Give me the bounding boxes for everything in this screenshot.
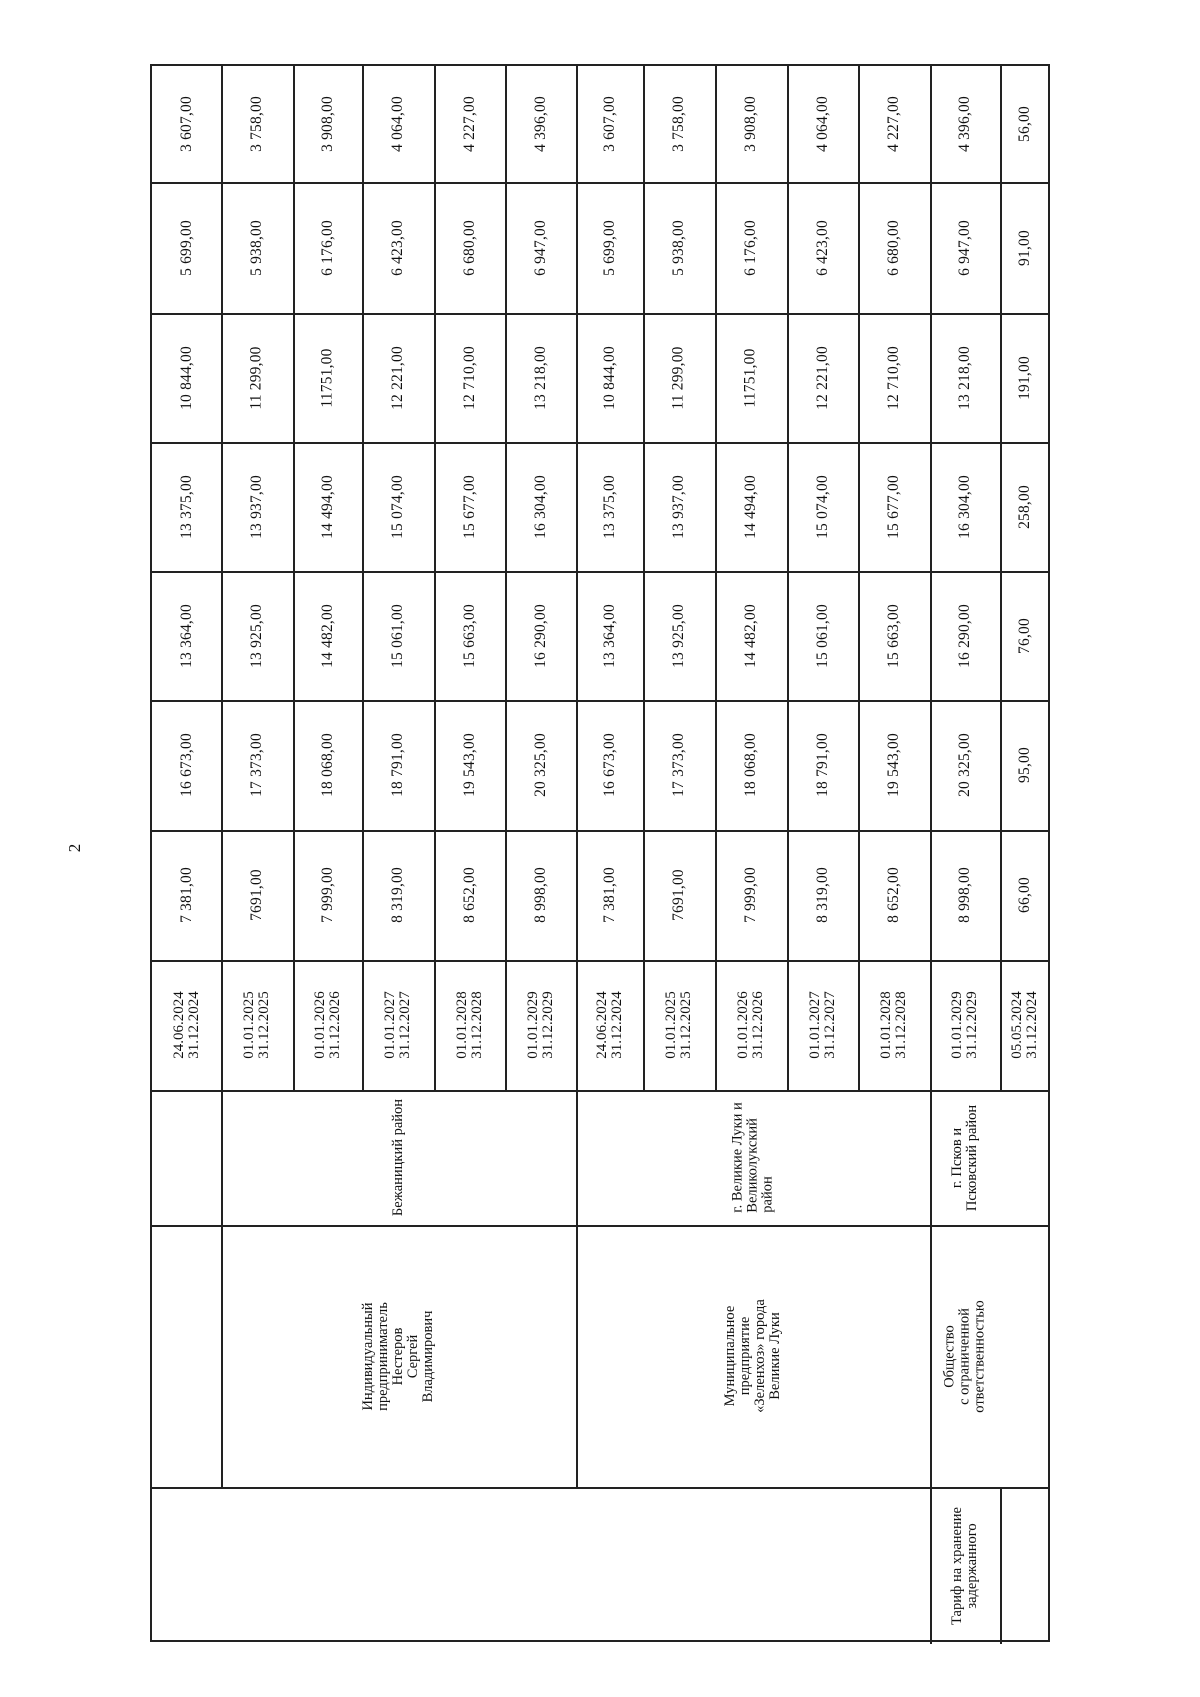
tariff-value-cell — [576, 66, 643, 182]
tariff-value-cell-text: 6 423,00 — [813, 219, 831, 276]
tariff-value-cell-text: 17 373,00 — [670, 733, 687, 797]
organization-cell-text: Индивидуальный предприниматель Нестеров Сергей Владимирович — [360, 1301, 436, 1411]
tariff-value-cell-text: 14 494,00 — [742, 474, 759, 539]
tariff-value-cell-text: 8 652,00 — [884, 867, 902, 923]
tariff-value-cell — [787, 442, 858, 571]
tariff-value-cell-text: 7 381,00 — [177, 867, 195, 923]
tariff-value-cell — [643, 66, 715, 182]
tariff-value-cell — [362, 571, 434, 700]
period-cell-text: 01.01.2026 31.12.2026 — [311, 991, 343, 1059]
tariff-value-cell-text: 13 364,00 — [177, 603, 195, 668]
tariff-value-cell-text: 12 221,00 — [389, 345, 406, 410]
tariff-value-cell-text: 7 381,00 — [600, 867, 618, 923]
tariff-value-cell-text: 20 325,00 — [956, 733, 973, 797]
tariff-value-cell — [293, 700, 362, 830]
tariff-value-cell-text: 7 999,00 — [318, 867, 336, 923]
tariff-value-cell-text: 15 061,00 — [389, 603, 406, 668]
tariff-value-cell — [643, 442, 715, 571]
tariff-value-cell — [505, 830, 576, 960]
tariff-value-cell — [221, 442, 293, 571]
tariff-value-cell — [152, 571, 221, 700]
tariff-value-cell — [858, 66, 930, 182]
tariff-value-cell — [576, 313, 643, 442]
tariff-value-cell — [362, 442, 434, 571]
tariff-value-cell — [152, 313, 221, 442]
tariff-value-cell-text: 19 543,00 — [885, 733, 902, 797]
tariff-value-cell-text: 15 061,00 — [813, 603, 831, 668]
tariff-value-cell — [1000, 313, 1050, 442]
tariff-value-cell-text: 5 938,00 — [247, 219, 265, 276]
tariff-value-cell — [715, 571, 787, 700]
period-cell — [930, 960, 1000, 1090]
tariff-value-cell-text: 16 290,00 — [956, 603, 973, 668]
tariff-value-cell-text: 3 758,00 — [247, 96, 265, 152]
tariff-value-cell-text: 14 494,00 — [318, 474, 336, 539]
tariff-value-cell — [505, 700, 576, 830]
tariff-value-cell-text: 76,00 — [1016, 617, 1033, 654]
tariff-value-cell-text: 13 937,00 — [670, 474, 687, 539]
tariff-value-cell-text: 15 074,00 — [813, 474, 831, 539]
tariff-value-cell-text: 13 218,00 — [956, 345, 973, 410]
tariff-value-cell — [787, 700, 858, 830]
tariff-value-cell — [787, 313, 858, 442]
period-cell — [576, 960, 643, 1090]
period-cell — [643, 960, 715, 1090]
tariff-value-cell — [152, 700, 221, 830]
tariff-value-cell-text: 13 925,00 — [670, 603, 687, 668]
page-number: 2 — [65, 843, 84, 853]
tariff-value-cell-text: 66,00 — [1016, 877, 1033, 913]
period-cell — [434, 960, 505, 1090]
tariff-value-cell-text: 15 677,00 — [460, 474, 478, 539]
tariff-value-cell-text: 4 227,00 — [884, 96, 902, 152]
tariff-value-cell — [221, 66, 293, 182]
tariff-value-cell — [715, 700, 787, 830]
tariff-value-cell-text: 8 319,00 — [813, 867, 831, 923]
tariff-value-cell — [787, 66, 858, 182]
tariff-value-cell — [221, 830, 293, 960]
tariff-value-cell-text: 18 791,00 — [389, 733, 406, 797]
tariff-value-cell-text: 7691,00 — [248, 869, 265, 921]
tariff-value-cell-text: 18 791,00 — [813, 733, 831, 797]
tariff-label-cell — [930, 1487, 1000, 1644]
tariff-value-cell-text: 6 947,00 — [531, 219, 549, 276]
period-cell-text: 24.06.2024 31.12.2024 — [593, 991, 625, 1059]
tariff-value-cell-text: 15 074,00 — [389, 474, 406, 539]
tariff-value-cell — [434, 571, 505, 700]
tariff-value-cell — [643, 571, 715, 700]
tariff-value-cell-text: 12 710,00 — [885, 345, 902, 410]
tariff-value-cell-text: 7691,00 — [670, 869, 687, 921]
period-cell-text: 01.01.2029 31.12.2029 — [949, 991, 980, 1059]
tariff-value-cell-text: 14 482,00 — [742, 603, 759, 668]
tariff-value-cell — [505, 182, 576, 313]
tariff-value-cell-text: 11 299,00 — [669, 345, 687, 410]
tariff-value-cell — [930, 182, 1000, 313]
district-cell-text: г. Великие Луки и Великолукский район — [729, 1102, 776, 1213]
tariff-value-cell-text: 10 844,00 — [177, 345, 195, 410]
tariff-value-cell — [221, 313, 293, 442]
tariff-value-cell — [576, 830, 643, 960]
tariff-value-cell — [715, 830, 787, 960]
tariff-value-cell-text: 16 673,00 — [177, 733, 195, 797]
tariff-value-cell-text: 13 364,00 — [600, 603, 618, 668]
period-cell — [715, 960, 787, 1090]
period-cell-text: 01.01.2025 31.12.2025 — [241, 991, 272, 1059]
tariff-value-cell — [858, 830, 930, 960]
tariff-value-cell — [930, 830, 1000, 960]
tariff-value-cell — [362, 182, 434, 313]
tariff-value-cell — [1000, 66, 1050, 182]
organization-cell — [576, 1225, 930, 1487]
tariff-value-cell — [293, 313, 362, 442]
column-divider — [152, 1487, 1050, 1489]
tariff-value-cell-text: 6 176,00 — [318, 219, 336, 276]
tariff-value-cell — [505, 571, 576, 700]
tariff-value-cell-text: 8 998,00 — [531, 867, 549, 923]
organization-cell-text: Муниципальное предприятие «Зеленхоз» города Великие Луки — [721, 1299, 783, 1413]
tariff-table — [150, 64, 1050, 1642]
period-cell-text: 01.01.2026 31.12.2026 — [735, 991, 766, 1059]
tariff-value-cell-text: 6 680,00 — [884, 219, 902, 276]
tariff-value-cell — [787, 571, 858, 700]
period-cell — [858, 960, 930, 1090]
tariff-value-cell-text: 14 482,00 — [318, 603, 336, 668]
tariff-value-cell-text: 13 937,00 — [248, 474, 265, 539]
tariff-value-cell — [293, 182, 362, 313]
tariff-value-cell — [787, 830, 858, 960]
tariff-value-cell-text: 20 325,00 — [531, 733, 549, 797]
tariff-value-cell-text: 16 673,00 — [600, 733, 618, 797]
tariff-value-cell — [362, 313, 434, 442]
tariff-value-cell — [505, 66, 576, 182]
tariff-value-cell-text: 12 710,00 — [460, 345, 478, 410]
period-cell — [1000, 960, 1050, 1090]
tariff-value-cell — [1000, 700, 1050, 830]
period-cell-text: 05.05.2024 31.12.2024 — [1009, 991, 1040, 1059]
tariff-value-cell — [930, 442, 1000, 571]
tariff-value-cell — [152, 66, 221, 182]
district-cell — [930, 1090, 1000, 1225]
tariff-value-cell — [434, 442, 505, 571]
tariff-value-cell-text: 4 396,00 — [955, 96, 973, 152]
tariff-value-cell-text: 191,00 — [1015, 355, 1033, 400]
tariff-value-cell — [576, 442, 643, 571]
tariff-value-cell-text: 6 680,00 — [460, 219, 478, 276]
tariff-value-cell — [293, 442, 362, 571]
tariff-value-cell-text: 4 064,00 — [388, 96, 406, 152]
tariff-value-cell-text: 6 423,00 — [388, 219, 406, 276]
tariff-value-cell — [643, 830, 715, 960]
tariff-value-cell-text: 17 373,00 — [248, 733, 265, 797]
tariff-value-cell — [434, 313, 505, 442]
tariff-value-cell-text: 11751,00 — [742, 347, 759, 408]
tariff-value-cell — [434, 700, 505, 830]
tariff-value-cell — [293, 66, 362, 182]
period-cell — [362, 960, 434, 1090]
tariff-value-cell — [221, 571, 293, 700]
district-cell-text: Бежаницкий район — [389, 1098, 406, 1217]
tariff-value-cell — [787, 182, 858, 313]
tariff-value-cell — [1000, 830, 1050, 960]
tariff-value-cell — [1000, 442, 1050, 571]
tariff-value-cell — [293, 830, 362, 960]
tariff-value-cell-text: 258,00 — [1015, 484, 1033, 529]
tariff-value-cell — [434, 66, 505, 182]
tariff-value-cell — [930, 700, 1000, 830]
tariff-value-cell — [930, 313, 1000, 442]
tariff-value-cell — [858, 571, 930, 700]
tariff-value-cell — [715, 66, 787, 182]
organization-cell — [221, 1225, 576, 1487]
period-cell-text: 01.01.2027 31.12.2027 — [806, 991, 838, 1059]
tariff-value-cell — [362, 700, 434, 830]
tariff-value-cell — [930, 571, 1000, 700]
tariff-value-cell-text: 4 227,00 — [460, 96, 478, 152]
period-cell — [787, 960, 858, 1090]
tariff-value-cell — [576, 571, 643, 700]
tariff-value-cell-text: 4 396,00 — [531, 96, 549, 152]
tariff-value-cell-text: 3 908,00 — [318, 96, 336, 152]
tariff-value-cell-text: 11751,00 — [318, 347, 336, 408]
tariff-value-cell-text: 13 375,00 — [600, 474, 618, 539]
tariff-value-cell-text: 3 607,00 — [177, 96, 195, 152]
tariff-value-cell — [715, 182, 787, 313]
tariff-value-cell — [576, 700, 643, 830]
organization-cell-text: Общество с ограниченной ответственностью — [941, 1299, 988, 1413]
tariff-value-cell — [858, 313, 930, 442]
tariff-value-cell-text: 8 652,00 — [460, 867, 478, 923]
tariff-value-cell-text: 13 218,00 — [531, 345, 549, 410]
tariff-value-cell — [221, 700, 293, 830]
tariff-value-cell-text: 16 304,00 — [956, 474, 973, 539]
tariff-value-cell-text: 15 677,00 — [885, 474, 902, 539]
tariff-value-cell-text: 15 663,00 — [460, 603, 478, 668]
tariff-value-cell — [293, 571, 362, 700]
tariff-value-cell-text: 13 375,00 — [177, 474, 195, 539]
tariff-value-cell-text: 19 543,00 — [460, 733, 478, 797]
tariff-value-cell-text: 6 947,00 — [955, 219, 973, 276]
tariff-value-cell — [152, 442, 221, 571]
tariff-value-cell — [715, 442, 787, 571]
tariff-label-cell-text: Тариф на хранение задержанного — [949, 1506, 980, 1625]
tariff-value-cell-text: 16 304,00 — [531, 474, 549, 539]
period-cell-text: 01.01.2028 31.12.2028 — [453, 991, 485, 1059]
tariff-value-cell — [643, 182, 715, 313]
period-cell — [293, 960, 362, 1090]
tariff-value-cell-text: 95,00 — [1016, 747, 1033, 783]
tariff-value-cell-text: 6 176,00 — [741, 219, 759, 276]
tariff-value-cell — [715, 313, 787, 442]
tariff-value-cell — [858, 182, 930, 313]
period-cell-text: 01.01.2028 31.12.2028 — [878, 991, 909, 1059]
tariff-value-cell-text: 5 938,00 — [669, 219, 687, 276]
tariff-value-cell-text: 56,00 — [1016, 106, 1033, 142]
tariff-value-cell — [362, 830, 434, 960]
period-cell-text: 24.06.2024 31.12.2024 — [170, 991, 202, 1059]
period-cell — [152, 960, 221, 1090]
tariff-value-cell — [576, 182, 643, 313]
tariff-value-cell-text: 5 699,00 — [600, 219, 618, 276]
district-cell-text: г. Псков и Псковский район — [949, 1104, 980, 1211]
group-divider — [1000, 1487, 1002, 1644]
tariff-value-cell — [434, 830, 505, 960]
period-cell-text: 01.01.2027 31.12.2027 — [382, 991, 413, 1059]
tariff-value-cell-text: 13 925,00 — [248, 603, 265, 668]
tariff-value-cell — [643, 700, 715, 830]
tariff-value-cell — [930, 66, 1000, 182]
tariff-value-cell-text: 91,00 — [1016, 229, 1033, 266]
tariff-value-cell-text: 18 068,00 — [318, 733, 336, 797]
tariff-value-cell — [1000, 571, 1050, 700]
tariff-value-cell — [643, 313, 715, 442]
tariff-value-cell — [505, 442, 576, 571]
tariff-value-cell — [434, 182, 505, 313]
tariff-value-cell-text: 4 064,00 — [813, 96, 831, 152]
tariff-value-cell — [1000, 182, 1050, 313]
district-cell — [221, 1090, 576, 1225]
tariff-value-cell — [152, 182, 221, 313]
district-cell — [576, 1090, 930, 1225]
tariff-value-cell-text: 8 998,00 — [955, 867, 973, 923]
period-cell-text: 01.01.2029 31.12.2029 — [524, 991, 556, 1059]
tariff-value-cell-text: 10 844,00 — [600, 345, 618, 410]
tariff-value-cell-text: 18 068,00 — [742, 733, 759, 797]
tariff-value-cell — [152, 830, 221, 960]
tariff-value-cell-text: 3 758,00 — [669, 96, 687, 152]
tariff-value-cell — [362, 66, 434, 182]
period-cell — [221, 960, 293, 1090]
tariff-value-cell-text: 16 290,00 — [531, 603, 549, 668]
tariff-value-cell — [221, 182, 293, 313]
period-cell-text: 01.01.2025 31.12.2025 — [663, 991, 694, 1059]
tariff-value-cell-text: 7 999,00 — [741, 867, 759, 923]
tariff-value-cell — [858, 442, 930, 571]
organization-cell — [930, 1225, 1000, 1487]
tariff-value-cell-text: 5 699,00 — [177, 219, 195, 276]
tariff-value-cell — [505, 313, 576, 442]
period-cell — [505, 960, 576, 1090]
tariff-value-cell-text: 3 908,00 — [741, 96, 759, 152]
tariff-value-cell-text: 3 607,00 — [600, 96, 618, 152]
tariff-value-cell-text: 15 663,00 — [885, 603, 902, 668]
tariff-value-cell-text: 11 299,00 — [247, 345, 265, 410]
tariff-value-cell-text: 8 319,00 — [388, 867, 406, 923]
tariff-value-cell-text: 12 221,00 — [813, 345, 831, 410]
tariff-value-cell — [858, 700, 930, 830]
